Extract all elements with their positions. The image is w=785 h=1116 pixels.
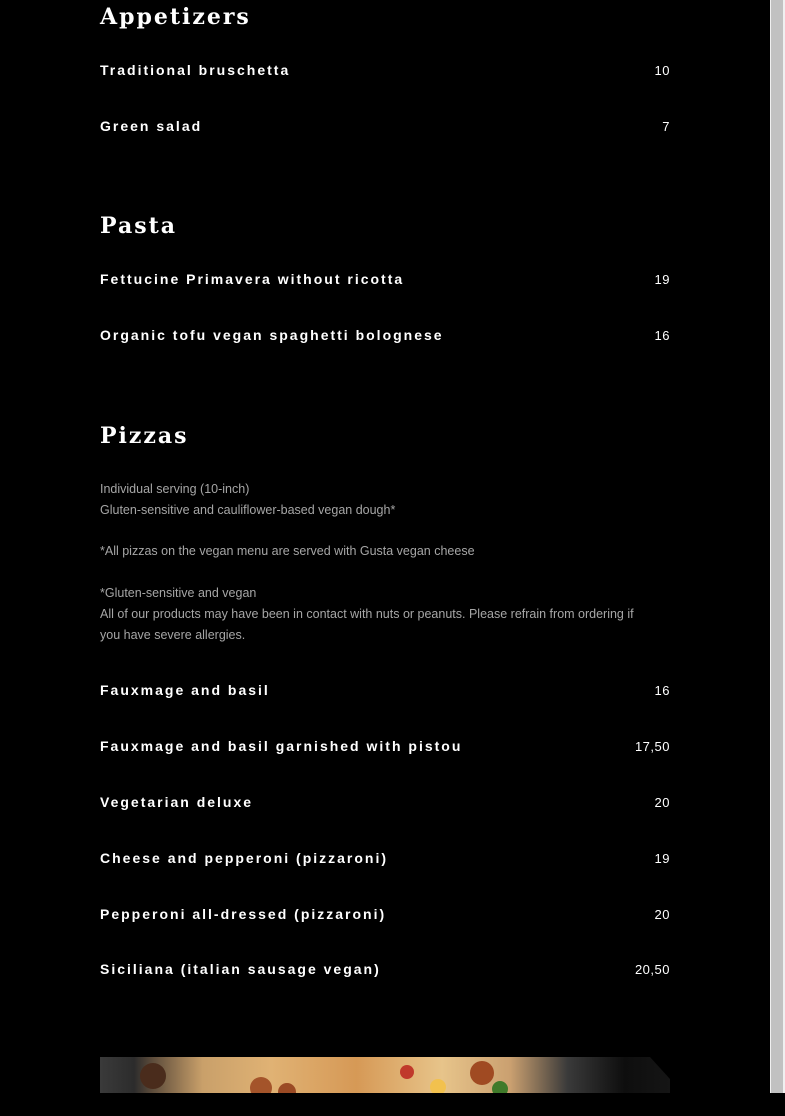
pizza-photo: [100, 1057, 670, 1093]
pizza-note: *All pizzas on the vegan menu are served with Gusta vegan cheese: [100, 544, 475, 558]
menu-item[interactable]: [100, 848, 670, 868]
menu-item-name: Fauxmage and basil: [100, 682, 270, 698]
sausage-topping: [278, 1083, 296, 1093]
menu-item[interactable]: [100, 116, 670, 136]
menu-item-price: 17,50: [634, 738, 670, 754]
section-title-appetizers: Appetizers: [100, 4, 251, 30]
pizza-note: Gluten-sensitive and cauliflower-based vegan dough*: [100, 503, 396, 517]
menu-item[interactable]: [100, 60, 670, 80]
page-bottom: [0, 1093, 785, 1116]
menu-item[interactable]: [100, 959, 670, 979]
menu-item-name: Fauxmage and basil garnished with pistou: [100, 738, 463, 754]
menu-item-price: 16: [654, 327, 670, 343]
menu-item[interactable]: [100, 269, 670, 289]
sausage-topping: [470, 1061, 494, 1085]
menu-item[interactable]: [100, 736, 670, 756]
pizza-note: Individual serving (10-inch): [100, 482, 250, 496]
menu-item-price: 7: [662, 118, 670, 134]
section-title-pasta: Pasta: [100, 213, 178, 239]
menu-item-name: Vegetarian deluxe: [100, 794, 254, 810]
menu-item[interactable]: [100, 904, 670, 924]
menu-item-price: 16: [654, 682, 670, 698]
menu-item-name: Siciliana (italian sausage vegan): [100, 961, 381, 977]
pizza-note: All of our products may have been in contact with nuts or peanuts. Please refrain from ordering if: [100, 607, 634, 621]
pizza-note: you have severe allergies.: [100, 628, 246, 642]
sausage-topping: [250, 1077, 272, 1093]
basil-topping: [492, 1081, 508, 1093]
pepper-topping: [430, 1079, 446, 1093]
menu-item-price: 10: [654, 62, 670, 78]
menu-item-price: 20: [654, 906, 670, 922]
menu-item-name: Green salad: [100, 118, 203, 134]
photo-corner: [650, 1057, 670, 1079]
menu-item[interactable]: [100, 680, 670, 700]
section-title-pizzas: Pizzas: [100, 423, 189, 449]
menu-item-name: Traditional bruschetta: [100, 62, 291, 78]
menu-item-name: Pepperoni all-dressed (pizzaroni): [100, 906, 387, 922]
menu-item-price: 19: [654, 850, 670, 866]
pizza-note: *Gluten-sensitive and vegan: [100, 586, 257, 600]
scrollbar-thumb[interactable]: [771, 0, 783, 1093]
menu-item[interactable]: [100, 792, 670, 812]
menu-item-name: Organic tofu vegan spaghetti bolognese: [100, 327, 444, 343]
menu-item-name: Cheese and pepperoni (pizzaroni): [100, 850, 389, 866]
menu-item[interactable]: [100, 325, 670, 345]
menu-item-price: 20: [654, 794, 670, 810]
menu-item-price: 19: [654, 271, 670, 287]
menu-item-name: Fettucine Primavera without ricotta: [100, 271, 405, 287]
pepper-topping: [400, 1065, 414, 1079]
olive-topping: [140, 1063, 166, 1089]
menu-item-price: 20,50: [634, 961, 670, 977]
